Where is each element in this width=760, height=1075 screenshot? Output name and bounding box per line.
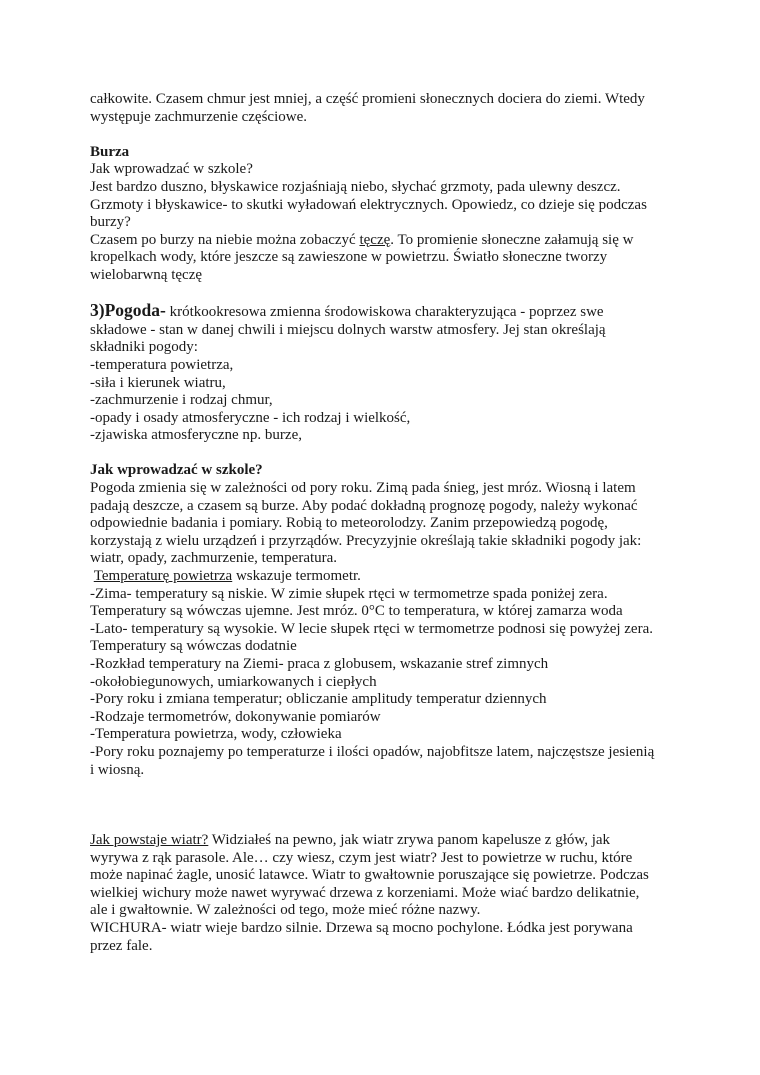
- text-span: wskazuje termometr.: [232, 568, 361, 585]
- text-line: burzy?: [90, 214, 131, 231]
- list-item: -siła i kierunek wiatru,: [90, 374, 226, 391]
- section-szkola: [90, 462, 675, 779]
- list-item: -Rodzaje termometrów, dokonywanie pomiarów: [90, 708, 381, 725]
- text-line: wiatr, opady, zachmurzenie, temperatura.: [90, 550, 338, 567]
- list-item: -Pory roku i zmiana temperatur; obliczanie amplitudy temperatur dziennych: [90, 691, 547, 708]
- text-line: i wiosną.: [90, 761, 145, 778]
- document-page: [90, 91, 675, 955]
- underlined-phrase: Temperaturę powietrza: [93, 568, 233, 585]
- list-item: -Rozkład temperatury na Ziemi- praca z globusem, wskazanie stref zimnych: [90, 656, 549, 672]
- text-span: Widziałeś na pewno, jak wiatr zrywa panom kapelusze z głów, jak: [208, 831, 611, 848]
- text-line: [90, 832, 675, 850]
- underlined-question: Jak powstaje wiatr?: [90, 831, 209, 848]
- text-line: Pogoda zmienia się w zależności od pory roku. Zimą pada śnieg, jest mróz. Wiosną i latem: [90, 480, 636, 497]
- underlined-word: tęczę: [359, 231, 391, 248]
- list-item: -Zima- temperatury są niskie. W zimie słupek rtęci w termometrze spada poniżej zera.: [90, 585, 608, 602]
- text-span: krótkookresowa zmienna środowiskowa charakteryzująca - poprzez swe: [165, 304, 604, 321]
- text-line: Jest bardzo duszno, błyskawice rozjaśniają niebo, słychać grzmoty, pada ulewny deszcz.: [90, 178, 621, 195]
- section-heading: Jak wprowadzać w szkole?: [90, 462, 263, 479]
- list-item: -Pory roku poznajemy po temperaturze i ilości opadów, najobfitsze latem, najczęstsze jesienią: [90, 743, 655, 760]
- section-heading: 3)Pogoda-: [90, 300, 166, 321]
- text-line: Temperatury są wówczas dodatnie: [90, 638, 297, 655]
- text-line: [90, 232, 675, 250]
- text-span: . To promienie słoneczne załamują się w: [390, 231, 634, 248]
- text-line: Jak wprowadzać w szkole?: [90, 161, 253, 178]
- text-line: może napinać żagle, unosić latawce. Wiatr to gwałtownie poruszające się powietrze. Podczas: [90, 867, 649, 884]
- text-line: Temperatury są wówczas ujemne. Jest mróz. 0°C to temperatura, w której zamarza woda: [90, 603, 623, 620]
- list-item: -okołobiegunowych, umiarkowanych i ciepłych: [90, 673, 377, 690]
- text-line: odpowiednie badania i pomiary. Robią to meteorolodzy. Zanim przepowiedzą pogodę,: [90, 515, 608, 532]
- text-line: występuje zachmurzenie częściowe.: [90, 108, 307, 125]
- text-line: wyrywa z rąk parasole. Ale… czy wiesz, czym jest wiatr? Jest to powietrze w ruchu, które: [90, 849, 633, 866]
- text-line: przez fale.: [90, 937, 153, 954]
- section-heading: Burza: [90, 143, 130, 160]
- text-line: korzystają z wielu urządzeń i przyrządów. Precyzyjnie określają takie składniki pogody jak:: [90, 532, 642, 549]
- text-line: wielobarwną tęczę: [90, 266, 203, 283]
- text-line: ale i gwałtownie. W zależności od tego, może mieć różne nazwy.: [90, 902, 481, 919]
- list-item: -zachmurzenie i rodzaj chmur,: [90, 392, 273, 409]
- text-span: Czasem po burzy na niebie można zobaczyć: [90, 231, 360, 248]
- list-item: -Temperatura powietrza, wody, człowieka: [90, 726, 342, 743]
- section-burza: [90, 144, 675, 285]
- text-line: WICHURA- wiatr wieje bardzo silnie. Drzewa są mocno pochylone. Łódka jest porywana: [90, 919, 633, 936]
- text-line: składniki pogody:: [90, 339, 198, 356]
- text-line: [90, 568, 675, 586]
- text-line: padają deszcze, a czasem są burze. Aby podać dokładną prognozę pogody, należy wykonać: [90, 497, 638, 514]
- text-line: całkowite. Czasem chmur jest mniej, a część promieni słonecznych dociera do ziemi. Wtedy: [90, 91, 645, 107]
- section-wiatr: [90, 832, 675, 955]
- list-item: -zjawiska atmosferyczne np. burze,: [90, 427, 302, 444]
- intro-paragraph: [90, 91, 675, 126]
- text-line: Grzmoty i błyskawice- to skutki wyładowań elektrycznych. Opowiedz, co dzieje się podczas: [90, 196, 647, 213]
- list-item: -opady i osady atmosferyczne - ich rodzaj i wielkość,: [90, 409, 411, 426]
- text-line: składowe - stan w danej chwili i miejscu dolnych warstw atmosfery. Jej stan określają: [90, 321, 606, 338]
- text-line: kropelkach wody, które jeszcze są zawieszone w powietrzu. Światło słoneczne tworzy: [90, 249, 608, 266]
- list-item: -Lato- temperatury są wysokie. W lecie słupek rtęci w termometrze podnosi się powyżej zera.: [90, 620, 653, 637]
- list-item: -temperatura powietrza,: [90, 356, 234, 373]
- section-pogoda: [90, 302, 675, 445]
- text-line: [90, 302, 675, 322]
- text-line: wielkiej wichury może nawet wyrywać drzewa z korzeniami. Może wiać bardzo delikatnie,: [90, 884, 640, 901]
